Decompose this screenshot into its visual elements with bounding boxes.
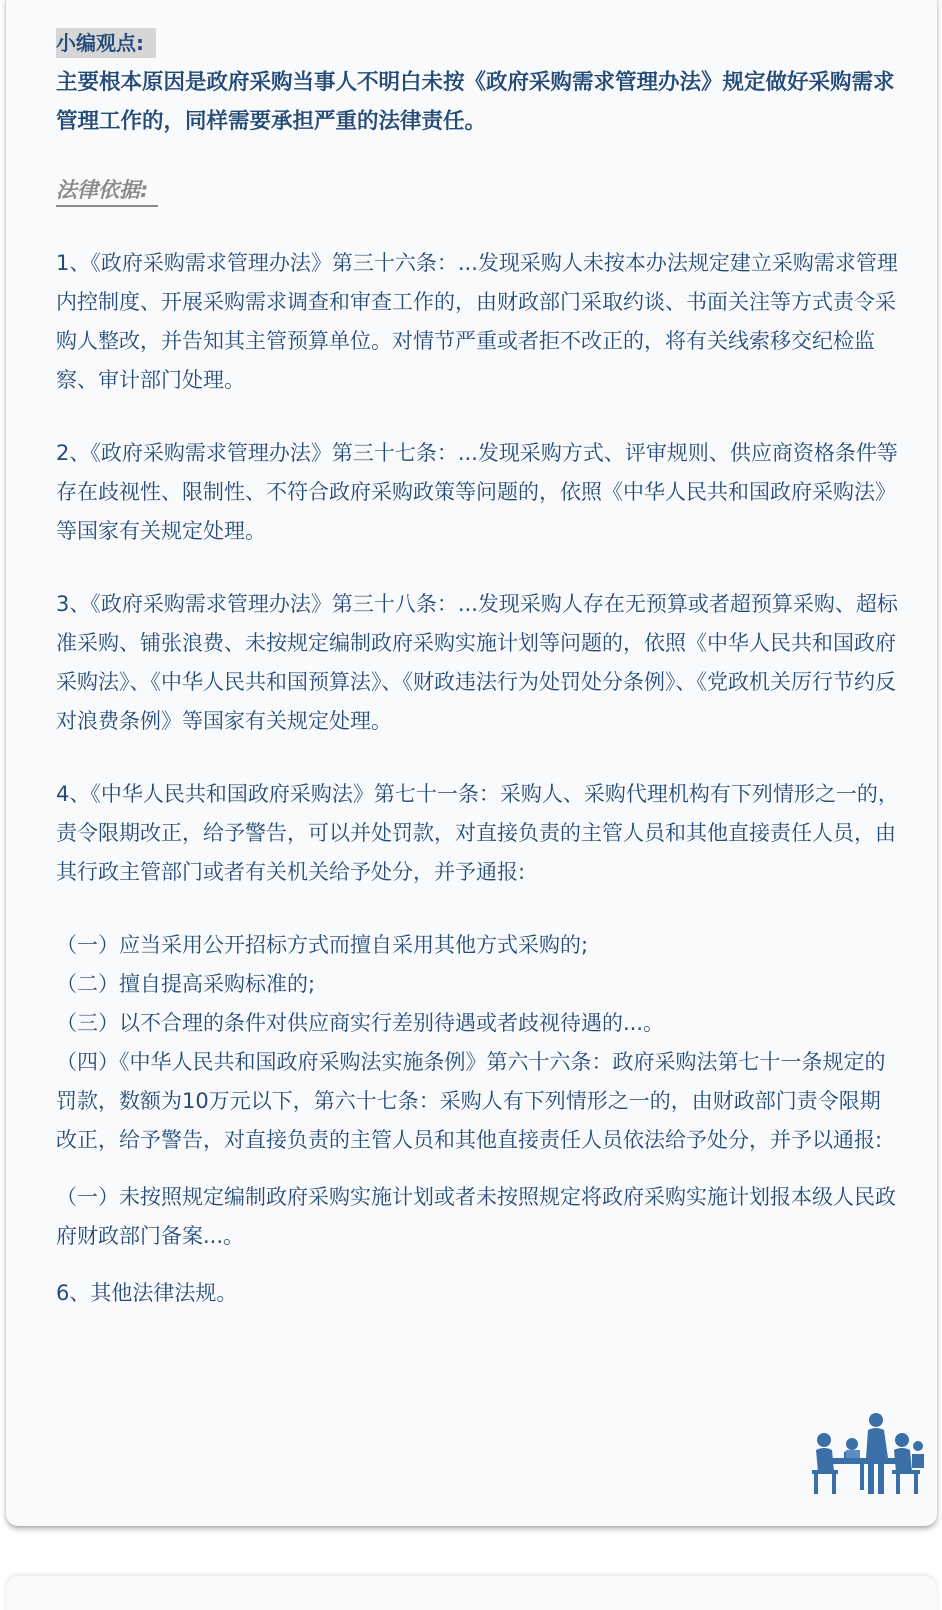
legal-item-4: 4、《中华人民共和国政府采购法》第七十一条：采购人、采购代理机构有下列情形之一的，责令限期改正，给予警告，可以并处罚款，对直接负责的主管人员和其他直接责任人员，由其行政主管部门或者有关机关给予处分，并予通报: [56, 782, 899, 884]
article-content [56, 24, 900, 1313]
sub-item-2: （二）擅自提高采购标准的; [56, 972, 316, 996]
legal-item-2: 2、《政府采购需求管理办法》第三十七条：...发现采购方式、评审规则、供应商资格条件等存在歧视性、限制性、不符合政府采购政策等问题的，依照《中华人民共和国政府采购法》等国家有关规定处理。 [56, 441, 898, 543]
article-card [6, 0, 937, 1526]
legal-item-3: 3、《政府采购需求管理办法》第三十八条：...发现采购人存在无预算或者超预算采购、超标准采购、铺张浪费、未按规定编制政府采购实施计划等问题的，依照《中华人民共和国政府采购法》、《中华人民共和国预算法》、《财政违法行为处罚处分条例》、《党政机关厉行节约反对浪费条例》等国家有关规定处理。 [56, 592, 898, 733]
next-card [6, 1576, 937, 1610]
editor-tag: 小编观点: [56, 28, 156, 58]
lead-text: 主要根本原因是政府采购当事人不明白未按《政府采购需求管理办法》规定做好采购需求管理工作的，同样需要承担严重的法律责任。 [56, 70, 895, 134]
legal-basis-label: 法律依据: [56, 175, 158, 207]
legal-item-1: 1、《政府采购需求管理办法》第三十六条：...发现采购人未按本办法规定建立采购需求管理内控制度、开展采购需求调查和审查工作的，由财政部门采取约谈、书面关注等方式责令采购人整改，并告知其主管预算单位。对情节严重或者拒不改正的，将有关线索移交纪检监察、审计部门处理。 [56, 251, 898, 392]
sub-item-extra: （一）未按照规定编制政府采购实施计划或者未按照规定将政府采购实施计划报本级人民政府财政部门备案...。 [56, 1185, 896, 1248]
meeting-people-icon [810, 1410, 925, 1498]
sub-item-1: （一）应当采用公开招标方式而擅自采用其他方式采购的; [56, 933, 589, 957]
last-item: 6、其他法律法规。 [56, 1281, 238, 1305]
sub-item-3: （三）以不合理的条件对供应商实行差别待遇或者歧视待遇的...。 [56, 1011, 665, 1035]
sub-item-4: （四）《中华人民共和国政府采购法实施条例》第六十六条：政府采购法第七十一条规定的罚款，数额为10万元以下，第六十七条：采购人有下列情形之一的，由财政部门责令限期改正，给予警告，对直接负责的主管人员和其他直接责任人员依法给予处分，并予以通报: [56, 1050, 886, 1152]
